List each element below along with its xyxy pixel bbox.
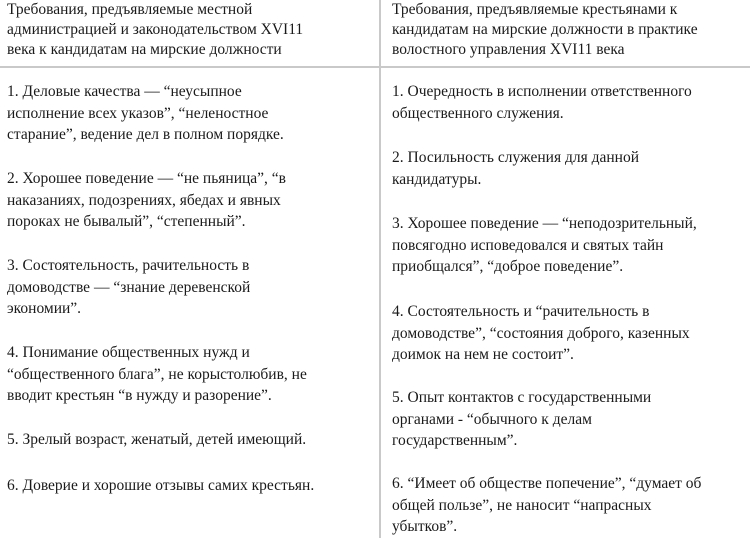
left-item-4 bbox=[7, 342, 373, 407]
item-line: экономии”. bbox=[7, 300, 82, 317]
header-left-line: администрацией и законодательством XVI11 bbox=[7, 21, 304, 38]
item-line: общественного служения. bbox=[392, 104, 564, 122]
item-line: домоводстве — “знание деревенской bbox=[7, 278, 251, 296]
item-line: домоводстве”, “состояния доброго, казенных bbox=[392, 324, 690, 342]
right-item-1 bbox=[392, 81, 750, 124]
item-line: 5. Опыт контактов с государственными bbox=[392, 389, 652, 406]
item-line: пороках не бывалый”, “степенный”. bbox=[7, 213, 246, 230]
item-line: 4. Понимание общественных нужд и bbox=[7, 344, 250, 361]
item-line: 2. Посильность служения для данной bbox=[392, 149, 640, 166]
item-line: общей пользе”, не наносит “напрасных bbox=[392, 496, 652, 514]
header-left bbox=[7, 0, 373, 60]
item-line: исполнение всех указов”, “неленостное bbox=[7, 104, 269, 122]
header-divider bbox=[0, 66, 750, 68]
item-line: кандидатуры. bbox=[392, 170, 482, 188]
left-item-6 bbox=[7, 475, 373, 497]
item-line: 1. Деловые качества — “неусыпное bbox=[7, 83, 242, 100]
left-item-3 bbox=[7, 255, 373, 320]
header-right bbox=[392, 0, 748, 60]
header-left-line: Требования, предъявляемые местной bbox=[7, 1, 253, 18]
item-line: органами - “обычного к делам bbox=[392, 410, 592, 428]
item-line: 1. Очередность в исполнении ответственного bbox=[392, 83, 692, 100]
item-line: 3. Хорошее поведение — “неподозрительный, bbox=[392, 215, 697, 232]
header-right-line: волостного управления XVI11 века bbox=[392, 41, 625, 58]
item-line: доимок на нем не состоит”. bbox=[392, 346, 574, 363]
item-line: государственным”. bbox=[392, 432, 518, 449]
item-line: 4. Состоятельность и “рачительность в bbox=[392, 303, 650, 320]
header-right-line: Требования, предъявляемые крестьянами к bbox=[392, 1, 678, 18]
item-line: “общественного блага”, не корыстолюбив, не bbox=[7, 365, 307, 383]
column-divider bbox=[379, 0, 381, 538]
item-line: 3. Состоятельность, рачительность в bbox=[7, 257, 250, 274]
item-line: приобщался”, “доброе поведение”. bbox=[392, 258, 624, 275]
right-item-3 bbox=[392, 213, 750, 278]
item-line: убытков”. bbox=[392, 518, 458, 535]
left-item-2 bbox=[7, 168, 373, 233]
left-item-1 bbox=[7, 81, 373, 146]
item-line: вводит крестьян “в нужду и разорение”. bbox=[7, 387, 272, 404]
right-item-2 bbox=[392, 147, 750, 190]
right-item-5 bbox=[392, 387, 750, 452]
left-item-5 bbox=[7, 429, 373, 451]
item-line: старание”, ведение дел в полном порядке. bbox=[7, 126, 284, 143]
item-line: повсягодно исповедовался и святых тайн bbox=[392, 236, 664, 254]
header-right-line: кандидатам на мирские должности в практике bbox=[392, 21, 698, 38]
item-line: 2. Хорошее поведение — “не пьяница”, “в bbox=[7, 170, 286, 187]
item-line: 6. “Имеет об обществе попечение”, “думает об bbox=[392, 475, 702, 492]
item-line: 5. Зрелый возраст, женатый, детей имеющий. bbox=[7, 431, 307, 448]
right-item-6 bbox=[392, 473, 750, 538]
item-line: наказаниях, подозрениях, ябедах и явных bbox=[7, 191, 281, 209]
right-item-4 bbox=[392, 301, 750, 366]
item-line: 6. Доверие и хорошие отзывы самих крестьян. bbox=[7, 477, 315, 494]
header-left-line: века к кандидатам на мирские должности bbox=[7, 41, 282, 58]
